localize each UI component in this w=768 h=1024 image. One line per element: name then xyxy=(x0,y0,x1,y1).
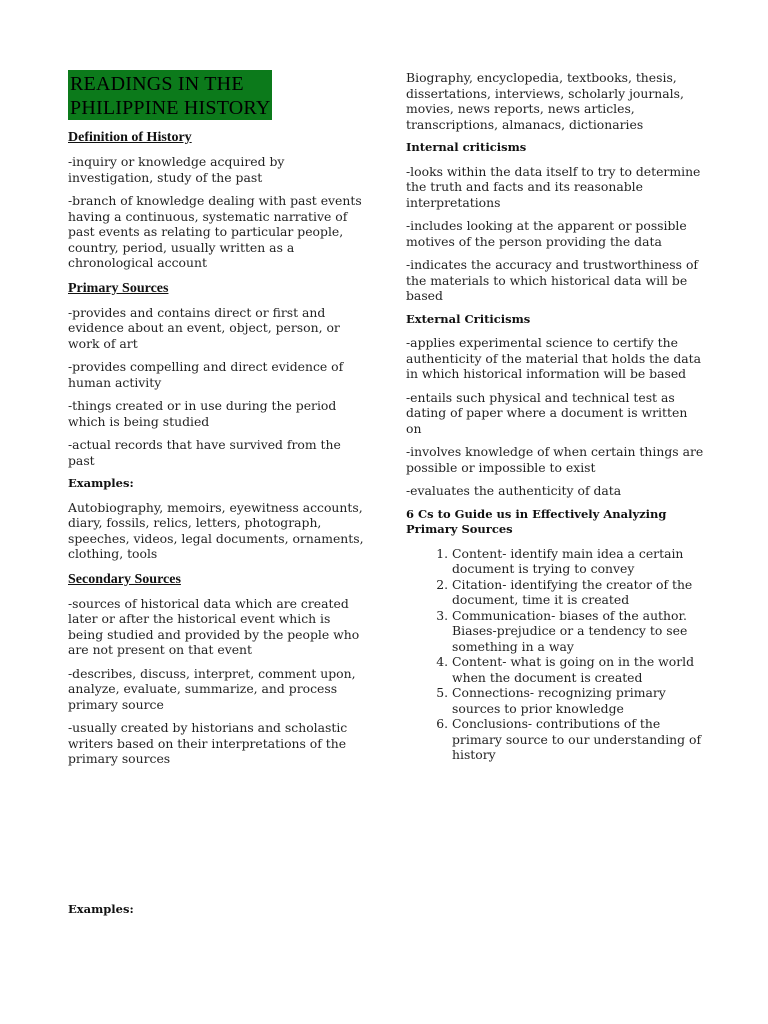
document-title xyxy=(68,70,272,120)
external-paragraph: -applies experimental science to certify the authenticity of the material that holds the data in which historical information will be based xyxy=(406,335,702,381)
secondary-examples-heading: Examples: xyxy=(68,902,134,916)
definition-heading: Definition of History xyxy=(68,130,192,145)
primary-paragraph: -actual records that have survived from the past xyxy=(68,437,341,468)
list-item: 2. Citation- identifying the creator of the document, time it is created xyxy=(452,577,706,608)
definition-paragraph: -branch of knowledge dealing with past events having a continuous, systematic narrative of past events as relating to particular people, country, period, usually written as a chronological account xyxy=(68,193,362,270)
primary-paragraph: -provides and contains direct or first and evidence about an event, object, person, or work of art xyxy=(68,304,340,351)
secondary-sources-heading: Secondary Sources xyxy=(68,571,181,587)
list-item: 3. Communication- biases of the author. Biases-prejudice or a tendency to see something in a way xyxy=(452,608,706,655)
secondary-paragraph: -sources of historical data which are created later or after the historical event which is being studied and provided by the people who are not present on that event xyxy=(68,595,360,657)
external-paragraph: -evaluates the authenticity of data xyxy=(406,483,622,498)
secondary-paragraph: -usually created by historians and scholastic writers based on their interpretations of the primary sources xyxy=(68,720,348,766)
title-line-2: PHILIPPINE HISTORY xyxy=(70,97,271,119)
title-line-1: READINGS IN THE xyxy=(70,73,244,95)
primary-examples-text: Autobiography, memoirs, eyewitness accounts, diary, fossils, relics, letters, photograph, speeches, videos, legal documents, ornaments, clothing, tools xyxy=(68,499,364,561)
secondary-paragraph: -describes, discuss, interpret, comment upon, analyze, evaluate, summarize, and process primary source xyxy=(68,665,356,712)
definition-paragraph: -inquiry or knowledge acquired by investigation, study of the past xyxy=(68,154,285,185)
six-cs-heading: 6 Cs to Guide us in Effectively Analyzing Primary Sources xyxy=(406,506,667,536)
primary-sources-heading: Primary Sources xyxy=(68,280,169,296)
left-column xyxy=(68,70,364,775)
secondary-examples-text: Biography, encyclopedia, textbooks, thesis, dissertations, interviews, scholarly journals, movies, news reports, news articles, transcriptions, almanacs, dictionaries xyxy=(406,70,684,132)
right-column xyxy=(406,70,706,763)
primary-examples-heading: Examples: xyxy=(68,476,134,490)
external-paragraph: -involves knowledge of when certain things are possible or impossible to exist xyxy=(406,444,704,475)
list-item: 5. Connections- recognizing primary sources to prior knowledge xyxy=(452,685,706,716)
list-item: 1. Content- identify main idea a certain document is trying to convey xyxy=(452,546,706,577)
internal-paragraph: -includes looking at the apparent or possible motives of the person providing the data xyxy=(406,218,687,249)
internal-criticisms-heading: Internal criticisms xyxy=(406,140,527,154)
external-criticisms-heading: External Criticisms xyxy=(406,311,531,326)
list-item: 4. Content- what is going on in the world when the document is created xyxy=(452,654,706,685)
primary-paragraph: -things created or in use during the period which is being studied xyxy=(68,398,337,429)
external-paragraph: -entails such physical and technical test as dating of paper where a document is written on xyxy=(406,389,688,436)
internal-paragraph: -looks within the data itself to try to determine the truth and facts and its reasonable interpretations xyxy=(406,163,701,210)
internal-paragraph: -indicates the accuracy and trustworthiness of the materials to which historical data will be based xyxy=(406,257,699,303)
primary-paragraph: -provides compelling and direct evidence of human activity xyxy=(68,359,344,390)
six-cs-list xyxy=(406,546,706,763)
list-item: 6. Conclusions- contributions of the primary source to our understanding of history xyxy=(452,716,706,763)
